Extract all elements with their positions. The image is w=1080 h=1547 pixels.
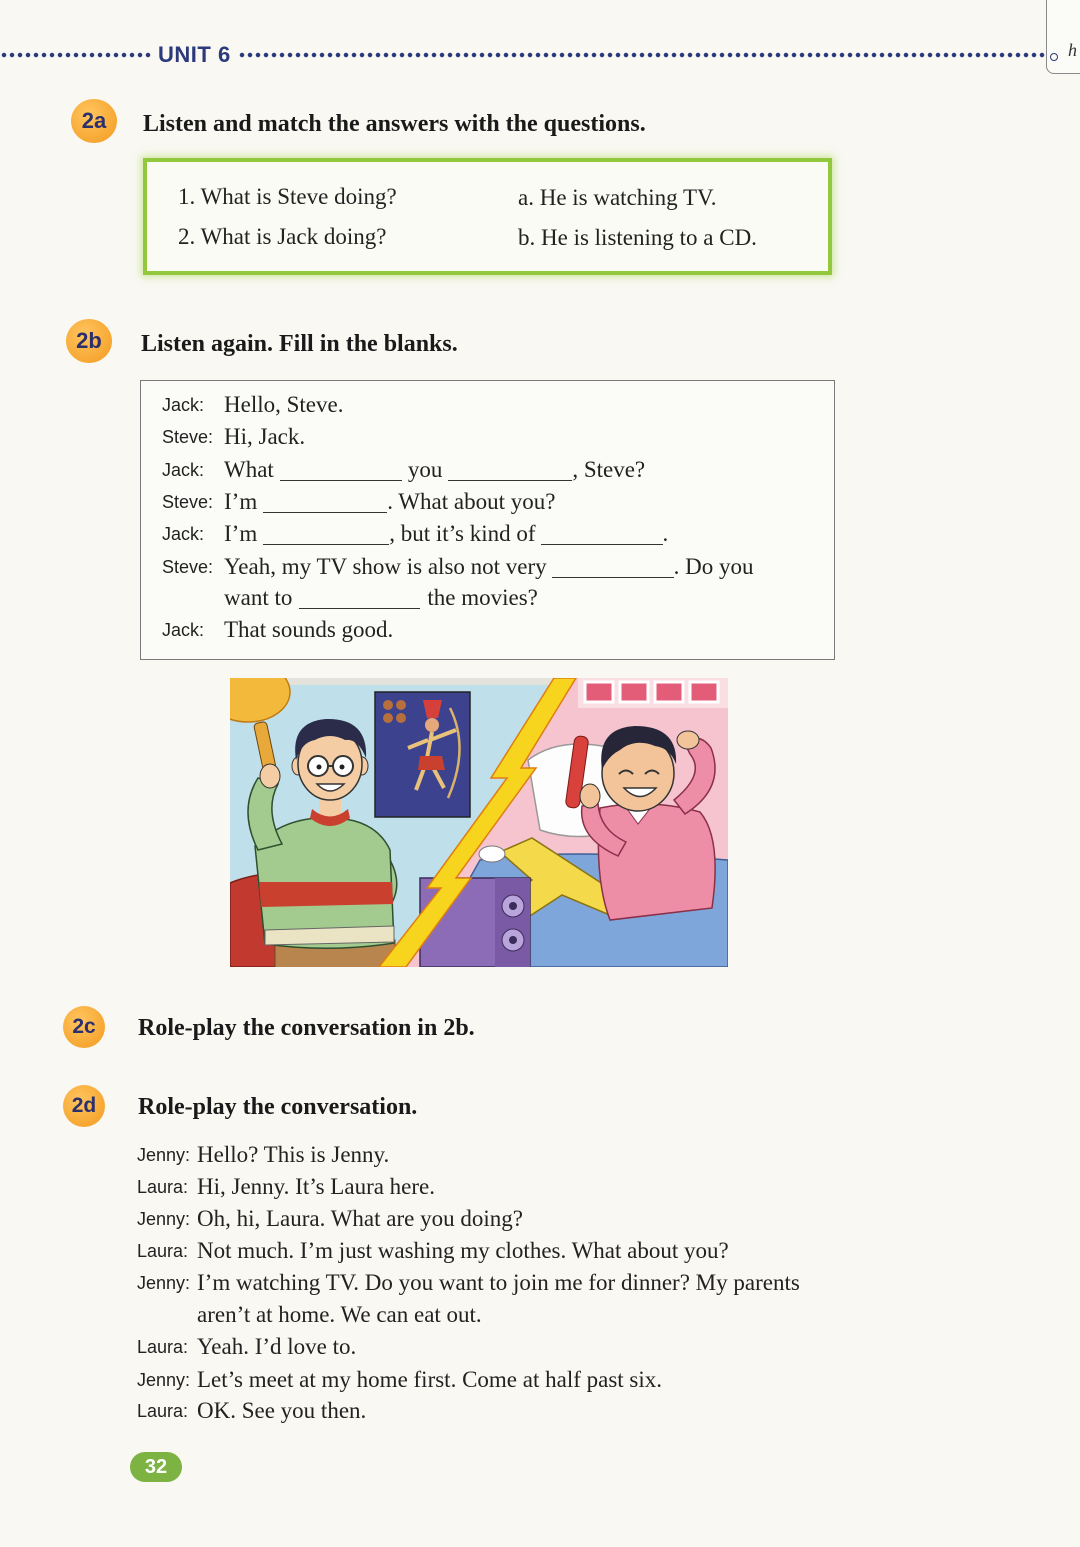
tab-letter: h bbox=[1068, 40, 1077, 60]
badge-label: 2c bbox=[72, 1015, 96, 1038]
speaker-label: Laura: bbox=[137, 1177, 189, 1197]
fill-blank bbox=[299, 607, 420, 609]
dialogue-text: want to bbox=[224, 585, 293, 610]
dialogue-text: , but it’s kind of bbox=[389, 521, 536, 546]
dialogue-line: Oh, hi, Laura. What are you doing? bbox=[197, 1206, 523, 1231]
dialogue-line: Not much. I’m just washing my clothes. What about you? bbox=[197, 1238, 729, 1263]
dialogue-line-continuation: aren’t at home. We can eat out. bbox=[197, 1302, 482, 1327]
answer-b: b. He is listening to a CD. bbox=[518, 225, 757, 250]
dialogue-text: the movies? bbox=[427, 585, 538, 610]
speaker-label: Jack: bbox=[162, 620, 205, 640]
speaker-label: Steve: bbox=[162, 427, 214, 447]
speaker-label: Jack: bbox=[162, 395, 205, 415]
dialogue-text: . bbox=[662, 521, 669, 546]
match-box bbox=[143, 158, 832, 275]
dialogue-line: OK. See you then. bbox=[197, 1398, 367, 1423]
speaker-label: Jack: bbox=[162, 524, 205, 544]
answer-a: a. He is watching TV. bbox=[518, 185, 717, 210]
dialogue-line bbox=[224, 519, 668, 549]
unit-label: UNIT 6 bbox=[158, 42, 231, 67]
fill-blank bbox=[541, 543, 663, 545]
speaker-label: Jenny: bbox=[137, 1145, 191, 1165]
dialogue-line: Let’s meet at my home first. Come at half past six. bbox=[197, 1367, 663, 1392]
speaker-label: Steve: bbox=[162, 492, 214, 512]
dialogue-text: you bbox=[407, 457, 443, 482]
section-badge-2c bbox=[63, 1006, 105, 1048]
speaker-label: Jenny: bbox=[137, 1370, 191, 1390]
section-title-2c: Role-play the conversation in 2b. bbox=[138, 1015, 475, 1041]
section-badge-2b bbox=[66, 319, 112, 363]
dialogue-text: What bbox=[224, 457, 274, 482]
speaker-label: Jenny: bbox=[137, 1209, 191, 1229]
dialogue-text: I’m bbox=[224, 489, 258, 514]
dialogue-line: I’m watching TV. Do you want to join me for dinner? My parents bbox=[197, 1270, 800, 1295]
badge-label: 2b bbox=[76, 328, 102, 353]
header-dots-end-ring bbox=[1050, 53, 1058, 61]
question-2: 2. What is Jack doing? bbox=[178, 224, 387, 249]
badge-label: 2a bbox=[81, 108, 107, 133]
section-title-2d: Role-play the conversation. bbox=[138, 1094, 418, 1120]
speaker-label: Laura: bbox=[137, 1241, 189, 1261]
dialogue-text: I’m bbox=[224, 521, 258, 546]
badge-label: 2d bbox=[71, 1094, 97, 1117]
dialogue-line: Hello? This is Jenny. bbox=[197, 1142, 390, 1167]
fill-blank bbox=[263, 543, 389, 545]
page-edge-tab bbox=[1046, 0, 1080, 74]
poster bbox=[375, 692, 470, 817]
dialogue-line-continuation bbox=[224, 583, 538, 613]
fill-blank bbox=[448, 479, 572, 481]
dialogue-text: . What about you? bbox=[387, 489, 556, 514]
section-title-2b: Listen again. Fill in the blanks. bbox=[141, 331, 458, 357]
dialogue-text: . Do you bbox=[673, 554, 754, 579]
dialogue-line bbox=[224, 487, 555, 517]
dialogue-line: Yeah. I’d love to. bbox=[197, 1334, 357, 1359]
speaker-label: Jack: bbox=[162, 460, 205, 480]
dialogue-line bbox=[224, 552, 754, 582]
section-title-2a: Listen and match the answers with the questions. bbox=[143, 111, 646, 137]
illustration bbox=[230, 678, 728, 967]
dialogue-line: That sounds good. bbox=[224, 617, 394, 642]
dialogue-line: Hi, Jenny. It’s Laura here. bbox=[197, 1174, 436, 1199]
fill-blank bbox=[263, 511, 387, 513]
window-panes bbox=[578, 678, 728, 708]
section-badge-2d bbox=[63, 1085, 105, 1127]
speaker-label: Laura: bbox=[137, 1401, 189, 1421]
header-dots-left bbox=[0, 51, 152, 59]
header-dots-right bbox=[238, 51, 1046, 59]
dialogue-line: Hi, Jack. bbox=[224, 424, 306, 449]
section-badge-2a bbox=[71, 99, 117, 143]
question-1: 1. What is Steve doing? bbox=[178, 184, 397, 209]
page-number: 32 bbox=[130, 1452, 182, 1482]
speaker-label: Jenny: bbox=[137, 1273, 191, 1293]
dialogue-line bbox=[224, 455, 645, 485]
fill-blank bbox=[552, 576, 674, 578]
speaker-label: Steve: bbox=[162, 557, 214, 577]
speaker-label: Laura: bbox=[137, 1337, 189, 1357]
dialogue-line: Hello, Steve. bbox=[224, 392, 344, 417]
dialogue-text: , Steve? bbox=[572, 457, 646, 482]
fill-blank bbox=[280, 479, 402, 481]
dialogue-text: Yeah, my TV show is also not very bbox=[224, 554, 547, 579]
